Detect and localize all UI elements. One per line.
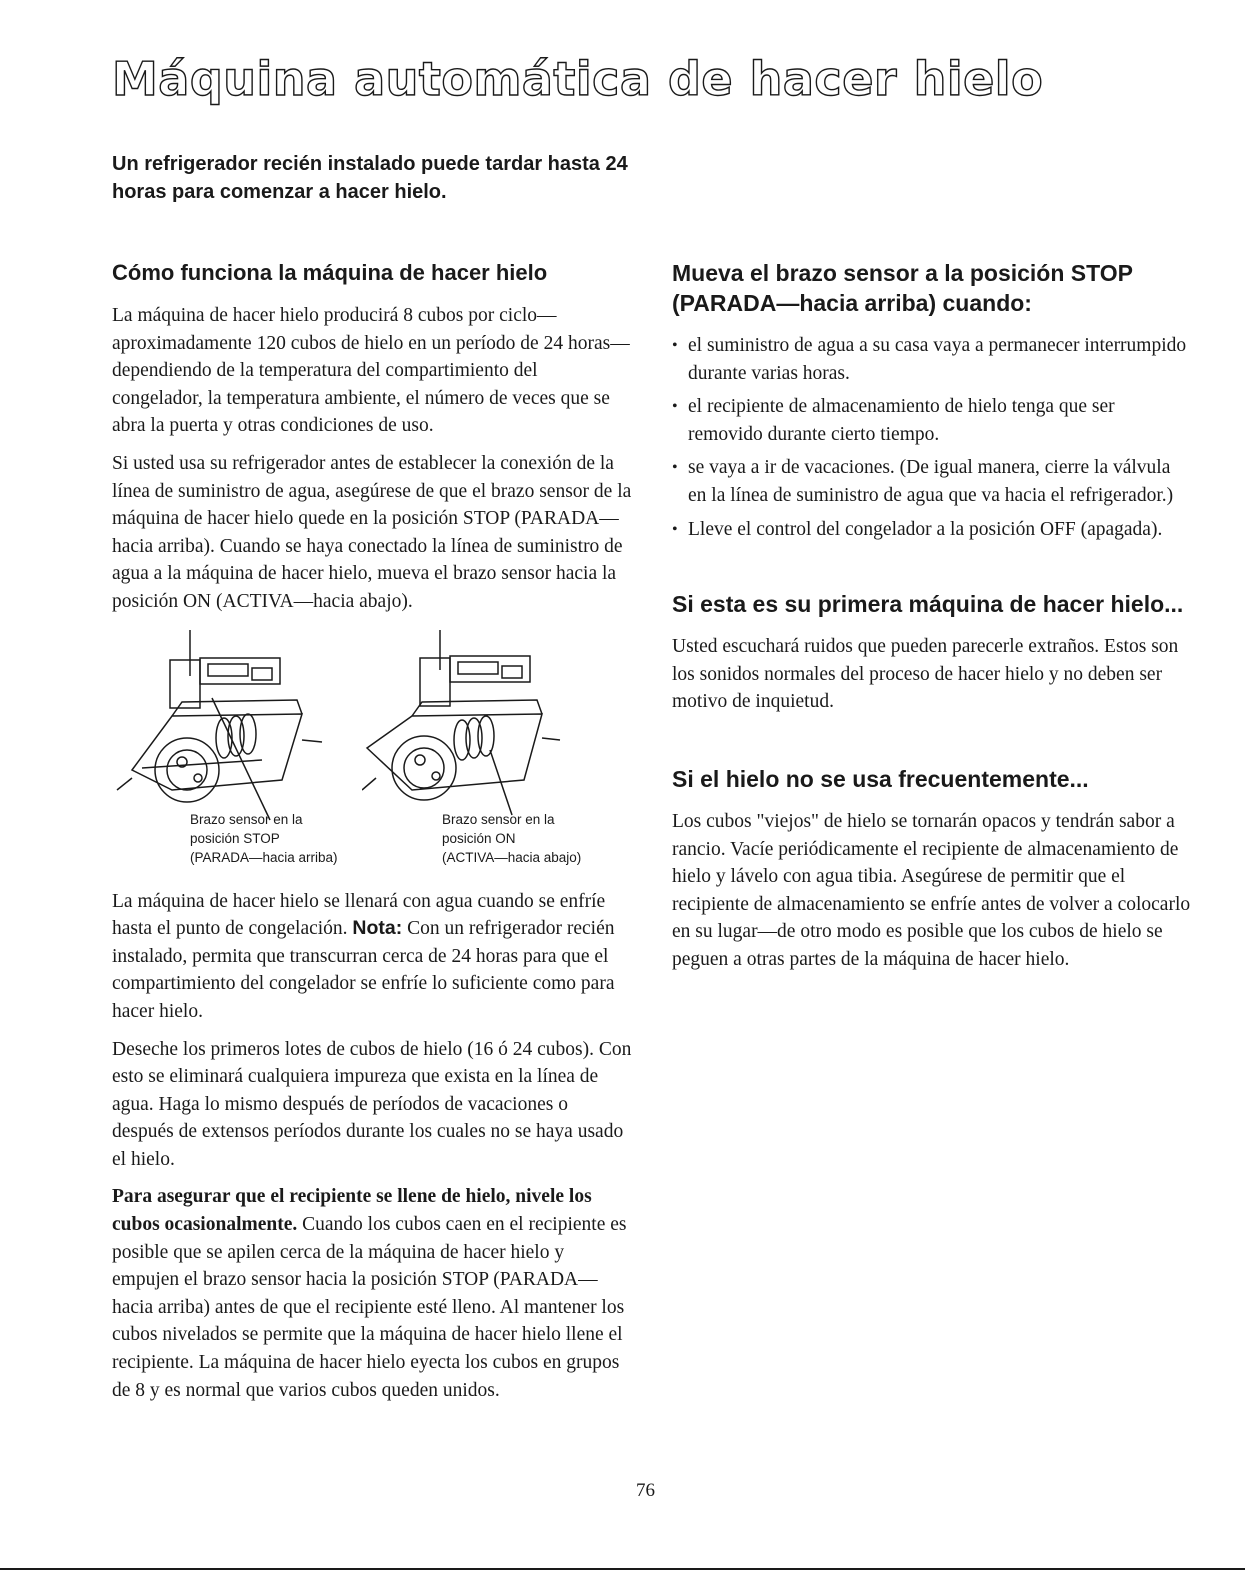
list-item: • el suministro de agua a su casa vaya a permanecer interrumpido durante varias horas.: [672, 332, 1192, 387]
infrequent-use-heading: Si el hielo no se usa frecuentemente...: [672, 765, 1089, 792]
sensor-arm-figure: [112, 630, 632, 880]
caption-on-line-3: (ACTIVA—hacia abajo): [442, 849, 582, 865]
icemaker-stop-illustration: [112, 630, 362, 830]
list-item: • Lleve el control del congelador a la posición OFF (apagada).: [672, 516, 1192, 544]
move-sensor-arm-list: [672, 332, 1192, 543]
icemaker-on-illustration: [362, 630, 612, 830]
page-title: Máquina automática de hacer hielo: [112, 52, 1044, 106]
bottom-rule: [0, 1568, 1245, 1570]
caption-stop-line-2: posición STOP: [190, 830, 280, 846]
level-cubes-paragraph: [112, 1183, 632, 1404]
infrequent-use-paragraph: Los cubos "viejos" de hielo se tornarán opacos y tendrán sabor a rancio. Vacíe periódicamente el recipiente de almacenamiento de hielo y lávelo con agua tibia. Asegúrese de permitir que el recipiente de almacenamiento se enfríe antes de volver a colocarlo en su lugar—de otro modo es posible que los cubos de hielo se peguen a otras partes de la máquina de hacer hielo.: [672, 810, 1191, 970]
caption-on-line-1: Brazo sensor en la: [442, 811, 555, 827]
move-sensor-arm-heading: Mueva el brazo sensor a la posición STOP (PARADA—hacia arriba) cuando:: [672, 260, 1133, 316]
caption-on-line-2: posición ON: [442, 830, 516, 846]
page-number: 76: [636, 1480, 655, 1501]
intro-note: Un refrigerador recién instalado puede tardar hasta 24 horas para comenzar a hacer hielo.: [112, 153, 628, 203]
how-it-works-paragraph-2: Si usted usa su refrigerador antes de establecer la conexión de la línea de suministro de agua, asegúrese de que el brazo sensor de la máquina de hacer hielo quede en la posición STOP (PARADA—hacia arriba). Cuando se haya conectado la línea de suministro de agua a la máquina de hacer hielo, mueva el brazo sensor hacia la posición ON (ACTIVA—hacia abajo).: [112, 452, 632, 612]
fill-water-note-text: Con un refrigerador recién instalado, permita que transcurran cerca de 24 horas para que el compartimiento del congelador se enfríe lo suficiente como para hacer hielo.: [112, 918, 615, 1022]
left-column: [112, 258, 632, 1414]
right-column: [672, 258, 1192, 984]
list-item: • el recipiente de almacenamiento de hielo tenga que ser removido durante cierto tiempo.: [672, 393, 1192, 448]
first-icemaker-paragraph: Usted escuchará ruidos que pueden parecerle extraños. Estos son los sonidos normales del proceso de hacer hielo y no deben ser motivo de inquietud.: [672, 636, 1179, 713]
caption-stop-line-3: (PARADA—hacia arriba): [190, 849, 338, 865]
level-cubes-text: Cuando los cubos caen en el recipiente es posible que se apilen cerca de la máquina de hacer hielo y empujen el brazo sensor hacia la posición STOP (PARADA—hacia arriba) antes de que el recipiente esté lleno. Al mantener los cubos nivelados se permite que la máquina de hacer hielo llene el recipiente. La máquina de hacer hielo eyecta los cubos en grupos de 8 y es normal que varios cubos queden unidos.: [112, 1214, 627, 1401]
first-icemaker-heading: Si esta es su primera máquina de hacer hielo...: [672, 591, 1184, 618]
caption-stop-line-1: Brazo sensor en la: [190, 811, 303, 827]
fill-water-text: La máquina de hacer hielo se llenará con agua cuando se enfríe hasta el punto de congelación.: [112, 890, 606, 940]
caption-on-position: [442, 810, 581, 867]
list-item: • se vaya a ir de vacaciones. (De igual manera, cierre la válvula en la línea de suministro de agua que va hacia el refrigerador.): [672, 454, 1192, 509]
discard-first-batches-paragraph: Deseche los primeros lotes de cubos de hielo (16 ó 24 cubos). Con esto se eliminará cualquiera impureza que exista en la línea de agua. Haga lo mismo después de períodos de vacaciones o después de extensos períodos durante los cuales no se haya usado el hielo.: [112, 1038, 632, 1170]
how-it-works-paragraph-1: La máquina de hacer hielo producirá 8 cubos por ciclo—aproximadamente 120 cubos de hielo en un período de 24 horas—dependiendo de la temperatura del compartimiento del congelador, la temperatura ambiente, el número de veces que se abra la puerta y otras condiciones de uso.: [112, 305, 630, 437]
note-label: Nota:: [352, 917, 403, 940]
caption-stop-position: [190, 810, 338, 867]
fill-water-paragraph: [112, 888, 632, 1026]
level-cubes-lead: Para asegurar que el recipiente se llene de hielo, nivele los cubos ocasionalmente.: [112, 1186, 592, 1236]
how-it-works-heading: Cómo funciona la máquina de hacer hielo: [112, 260, 548, 285]
